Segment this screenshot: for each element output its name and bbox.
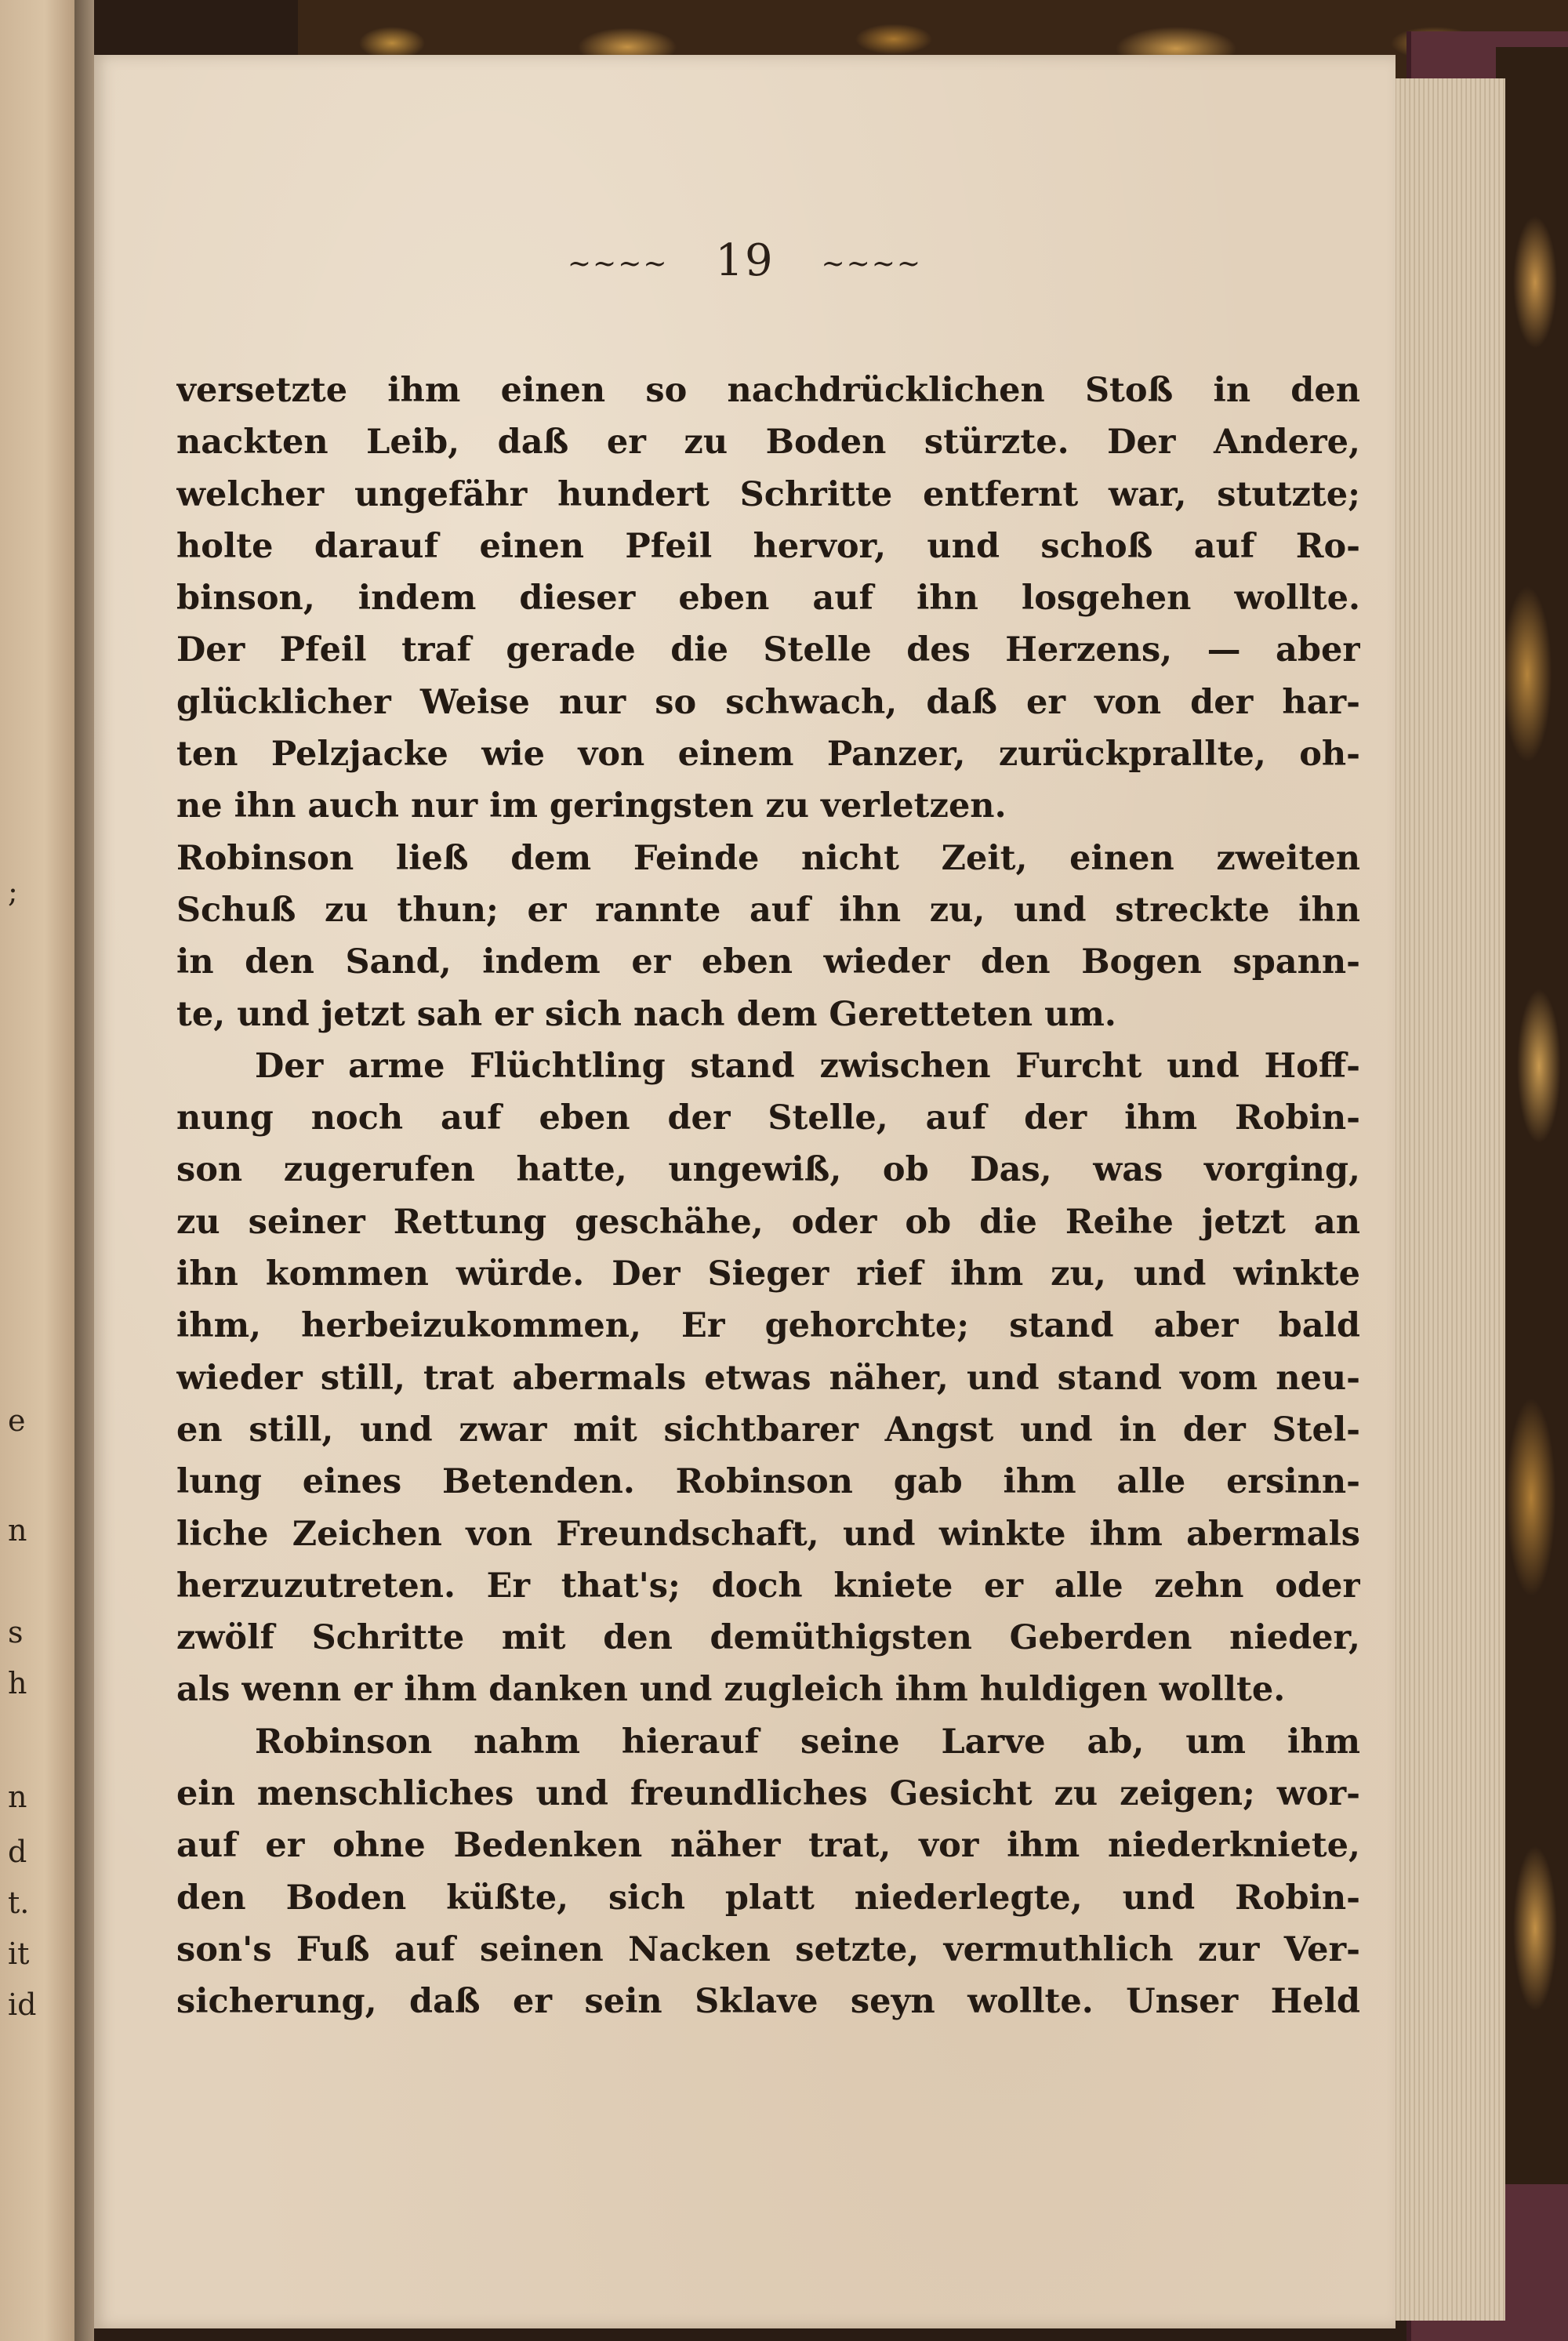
facing-page-fragment: n	[8, 1513, 27, 1548]
text-line: Robinson nahm hierauf seine Larve ab, um ihm	[255, 1722, 1360, 1762]
text-line: glücklicher Weise nur so schwach, daß er von der har-	[176, 682, 1360, 722]
text-line: lung eines Betenden. Robinson gab ihm alle ersinn-	[176, 1462, 1360, 1502]
book-cover-edge	[1496, 47, 1568, 2341]
page-header	[94, 235, 1396, 286]
flourish-left: ~~~~	[567, 248, 669, 280]
facing-page-fragment: e	[8, 1403, 26, 1438]
facing-page-fragment: id	[8, 1987, 37, 2022]
text-line: ten Pelzjacke wie von einem Panzer, zurückprallte, oh-	[176, 735, 1360, 775]
facing-page-fragment: s	[8, 1615, 24, 1650]
text-line: auf er ohne Bedenken näher trat, vor ihm niederkniete,	[176, 1826, 1360, 1866]
body-text	[176, 365, 1360, 2028]
text-line: welcher ungefähr hundert Schritte entfernt war, stutzte;	[176, 474, 1360, 514]
text-line: ein menschliches und freundliches Gesicht zu zeigen; wor-	[176, 1774, 1360, 1814]
text-line: Der Pfeil traf gerade die Stelle des Herzens, — aber	[176, 630, 1360, 670]
text-line: ihn kommen würde. Der Sieger rief ihm zu, und winkte	[176, 1254, 1360, 1294]
text-line: nung noch auf eben der Stelle, auf der ihm Robin-	[176, 1098, 1360, 1138]
book-gutter	[74, 0, 94, 2341]
book-page	[94, 55, 1396, 2328]
flourish-right: ~~~~	[821, 248, 923, 280]
text-line: zwölf Schritte mit den demüthigsten Geberden nieder,	[176, 1618, 1360, 1658]
text-line: wieder still, trat abermals etwas näher, und stand vom neu-	[176, 1358, 1360, 1398]
text-line: son zugerufen hatte, ungewiß, ob Das, was vorging,	[176, 1150, 1360, 1190]
text-line: versetzte ihm einen so nachdrücklichen Stoß in den	[176, 371, 1360, 410]
text-line: Der arme Flüchtling stand zwischen Furcht und Hoff-	[255, 1046, 1360, 1086]
text-line: in den Sand, indem er eben wieder den Bogen spann-	[176, 942, 1360, 982]
facing-page-fragment: h	[8, 1666, 27, 1700]
facing-page	[0, 0, 74, 2341]
text-line: te, und jetzt sah er sich nach dem Geretteten um.	[176, 994, 1116, 1034]
text-line: liche Zeichen von Freundschaft, und winkte ihm abermals	[176, 1514, 1360, 1554]
text-line: son's Fuß auf seinen Nacken setzte, vermuthlich zur Ver-	[176, 1929, 1360, 1969]
page-block-edges	[1388, 78, 1505, 2321]
facing-page-fragment: it	[8, 1936, 30, 1971]
facing-page-fragment: t.	[8, 1886, 30, 1920]
facing-page-fragment: d	[8, 1835, 27, 1869]
facing-page-fragment: ;	[8, 874, 18, 909]
text-line: nackten Leib, daß er zu Boden stürzte. Der Andere,	[176, 423, 1360, 463]
page-number: 19	[715, 235, 775, 286]
text-line: als wenn er ihm danken und zugleich ihm huldigen wollte.	[176, 1670, 1286, 1710]
text-line: holte darauf einen Pfeil hervor, und schoß auf Ro-	[176, 526, 1360, 566]
text-line: den Boden küßte, sich platt niederlegte, und Robin-	[176, 1878, 1360, 1918]
facing-page-fragment: n	[8, 1780, 27, 1814]
text-line: ne ihn auch nur im geringsten zu verletzen.	[176, 786, 1007, 826]
text-line: Schuß zu thun; er rannte auf ihn zu, und streckte ihn	[176, 890, 1360, 930]
text-line: binson, indem dieser eben auf ihn losgehen wollte.	[176, 579, 1360, 619]
text-line: zu seiner Rettung geschähe, oder ob die Reihe jetzt an	[176, 1202, 1360, 1242]
text-line: en still, und zwar mit sichtbarer Angst und in der Stel-	[176, 1410, 1360, 1450]
text-line: herzuzutreten. Er that's; doch kniete er alle zehn oder	[176, 1566, 1360, 1606]
text-line: sicherung, daß er sein Sklave seyn wollte. Unser Held	[176, 1982, 1360, 2022]
text-line: ihm, herbeizukommen, Er gehorchte; stand aber bald	[176, 1306, 1360, 1346]
text-line: Robinson ließ dem Feinde nicht Zeit, einen zweiten	[176, 838, 1360, 878]
